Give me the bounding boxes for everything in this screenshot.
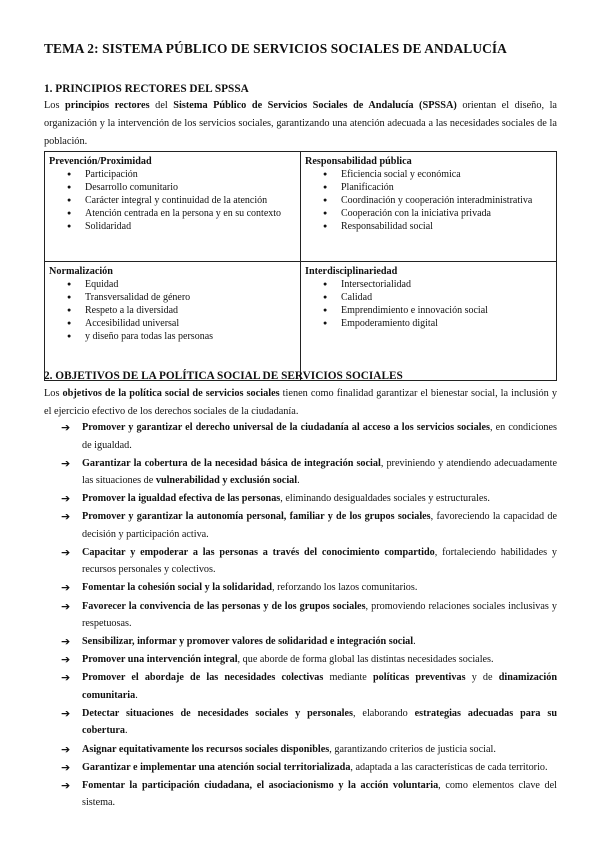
principle-item: ● Carácter integral y continuidad de la atención: [67, 194, 296, 207]
bold-text: dinamización comunitaria: [82, 672, 558, 701]
text: .: [297, 475, 300, 487]
principle-title: Prevención/Proximidad: [49, 156, 152, 167]
arrow-icon: ➔: [61, 581, 71, 595]
objectives-list: [61, 419, 558, 812]
principle-cell: [301, 152, 557, 262]
bold-text: Detectar situaciones de necesidades sociales y personales: [82, 707, 353, 719]
arrow-icon: ➔: [61, 653, 71, 667]
principle-item: ● Emprendimiento e innovación social: [323, 304, 552, 317]
text: tienen como finalidad garantizar el bienestar social, la inclusión y el ejercicio efectivo de los derechos sociales de la ciudadanía.: [44, 388, 557, 417]
bold-text: Promover el abordaje de las necesidades colectivas: [82, 672, 324, 684]
text: del: [149, 100, 174, 111]
text: .: [413, 636, 416, 648]
principle-list: [305, 278, 552, 330]
principles-table: [44, 151, 557, 381]
arrow-icon: ➔: [61, 545, 71, 559]
principle-item: ● Respeto a la diversidad: [67, 304, 296, 317]
principle-list: [49, 168, 296, 233]
arrow-icon: ➔: [61, 510, 71, 524]
text: , como elementos clave del sistema.: [82, 779, 557, 809]
bold-text: Fomentar la cohesión social y la solidaridad: [82, 582, 272, 594]
text: , que aborde de forma global las distintas necesidades sociales.: [237, 654, 494, 666]
arrow-icon: ➔: [61, 742, 71, 756]
section-1-intro: [44, 97, 557, 151]
bold-text: vulnerabilidad y exclusión social: [155, 475, 298, 487]
text: Los: [44, 100, 65, 111]
principle-list: [49, 278, 296, 343]
bold-text: políticas preventivas: [372, 672, 466, 684]
bold-text: Promover la igualdad efectiva de las personas: [82, 493, 281, 505]
bold-text: estrategias adecuadas para su cobertura: [82, 707, 557, 737]
principle-cell: [301, 262, 557, 381]
objective-item: [61, 490, 557, 508]
principle-item: ● Cooperación con la iniciativa privada: [323, 207, 552, 220]
objective-item: [61, 705, 557, 740]
text: , elaborando: [352, 707, 415, 719]
text: , en condiciones de igualdad.: [82, 422, 557, 451]
principle-item: ● Calidad: [323, 291, 552, 304]
section-1-heading: 1. PRINCIPIOS RECTORES DEL SPSSA: [44, 83, 249, 95]
principle-item: ● Planificación: [323, 181, 552, 194]
bold-text: Sistema Público de Servicios Sociales de Andalucía (SPSSA): [173, 100, 457, 111]
bold-text: Garantizar e implementar una atención social territorializada: [82, 761, 351, 773]
text: , previniendo y atendiendo adecuadamente las situaciones de: [82, 457, 557, 487]
principle-title: Normalización: [49, 266, 113, 277]
principle-item: ● Responsabilidad social: [323, 220, 552, 233]
arrow-icon: ➔: [61, 635, 71, 649]
principle-cell: [45, 152, 301, 262]
text: orientan el diseño, la organización y la intervención de los servicios sociales, garantizando una atención adecuada a las necesidades sociales de la población.: [44, 100, 557, 147]
bold-text: objetivos de la política social de servicios sociales: [62, 388, 280, 399]
bold-text: Asignar equitativamente los recursos sociales disponibles: [82, 743, 330, 755]
principle-item: ● Transversalidad de género: [67, 291, 296, 304]
objective-item: [61, 651, 557, 669]
principle-cell: [45, 262, 301, 381]
principle-item: ● Equidad: [67, 278, 296, 291]
objective-item: [61, 508, 558, 543]
text: .: [125, 725, 128, 737]
arrow-icon: ➔: [61, 421, 71, 434]
text: .: [135, 689, 138, 701]
bold-text: principios rectores: [64, 100, 150, 111]
principle-item: ● Coordinación y cooperación interadministrativa: [323, 194, 552, 207]
arrow-icon: ➔: [61, 492, 71, 506]
objective-item: [61, 741, 557, 759]
arrow-icon: ➔: [61, 706, 71, 720]
text: , promoviendo relaciones sociales inclusivas y respetuosas.: [82, 600, 557, 630]
text: , fortaleciendo habilidades y recursos personales y colectivos.: [82, 546, 557, 576]
objective-item: [61, 669, 558, 704]
text: y de: [465, 672, 499, 684]
objective-item: [61, 598, 557, 633]
text: , favoreciendo la capacidad de decisión y participación activa.: [82, 511, 558, 540]
principle-item: ● y diseño para todas las personas: [67, 330, 296, 343]
section-2-heading: 2. OBJETIVOS DE LA POLÍTICA SOCIAL DE SERVICIOS SOCIALES: [44, 370, 403, 382]
principle-item: ● Eficiencia social y económica: [323, 168, 552, 181]
objective-item: [61, 777, 557, 812]
text: mediante: [323, 672, 373, 684]
bold-text: Fomentar la participación ciudadana, el asociacionismo y la acción voluntaria: [82, 779, 439, 791]
objective-item: [61, 544, 557, 579]
principle-title: Interdisciplinariedad: [305, 266, 398, 277]
principle-title: Responsabilidad pública: [305, 156, 412, 167]
section-2-intro: [44, 385, 557, 421]
text: , adaptada a las características de cada territorio.: [350, 761, 548, 773]
text: , garantizando criterios de justicia social.: [329, 743, 496, 755]
bold-text: Favorecer la convivencia de las personas y de los grupos sociales: [82, 600, 366, 612]
objective-item: [61, 455, 557, 490]
principle-item: ● Desarrollo comunitario: [67, 181, 296, 194]
principle-item: ● Empoderamiento digital: [323, 317, 552, 330]
arrow-icon: ➔: [61, 599, 71, 613]
text: Los: [44, 388, 63, 399]
objective-item: [61, 633, 557, 651]
principle-list: [305, 168, 552, 233]
bold-text: Promover y garantizar el derecho universal de la ciudadanía al acceso a los servicios sociales: [82, 422, 490, 433]
text: , reforzando los lazos comunitarios.: [272, 582, 418, 594]
principle-item: ● Atención centrada en la persona y en su contexto: [67, 207, 296, 220]
objective-item: [61, 579, 557, 597]
arrow-icon: ➔: [61, 456, 71, 470]
text: , eliminando desigualdades sociales y estructurales.: [280, 493, 490, 505]
principle-item: ● Solidaridad: [67, 220, 296, 233]
objective-item: [61, 419, 557, 454]
bold-text: Promover una intervención integral: [82, 654, 238, 666]
arrow-icon: ➔: [61, 778, 71, 792]
principle-item: ● Accesibilidad universal: [67, 317, 296, 330]
principle-item: ● Intersectorialidad: [323, 278, 552, 291]
bold-text: Promover y garantizar la autonomía personal, familiar y de los grupos sociales: [82, 511, 431, 523]
principle-item: ● Participación: [67, 168, 296, 181]
objective-item: [61, 759, 557, 777]
bold-text: Capacitar y empoderar a las personas a través del conocimiento compartido: [82, 546, 435, 558]
document-title: TEMA 2: SISTEMA PÚBLICO DE SERVICIOS SOCIALES DE ANDALUCÍA: [44, 41, 507, 56]
arrow-icon: ➔: [61, 671, 71, 685]
arrow-icon: ➔: [61, 760, 71, 774]
bold-text: Garantizar la cobertura de la necesidad básica de integración social: [82, 457, 381, 469]
bold-text: Sensibilizar, informar y promover valores de solidaridad e integración social: [82, 636, 414, 648]
